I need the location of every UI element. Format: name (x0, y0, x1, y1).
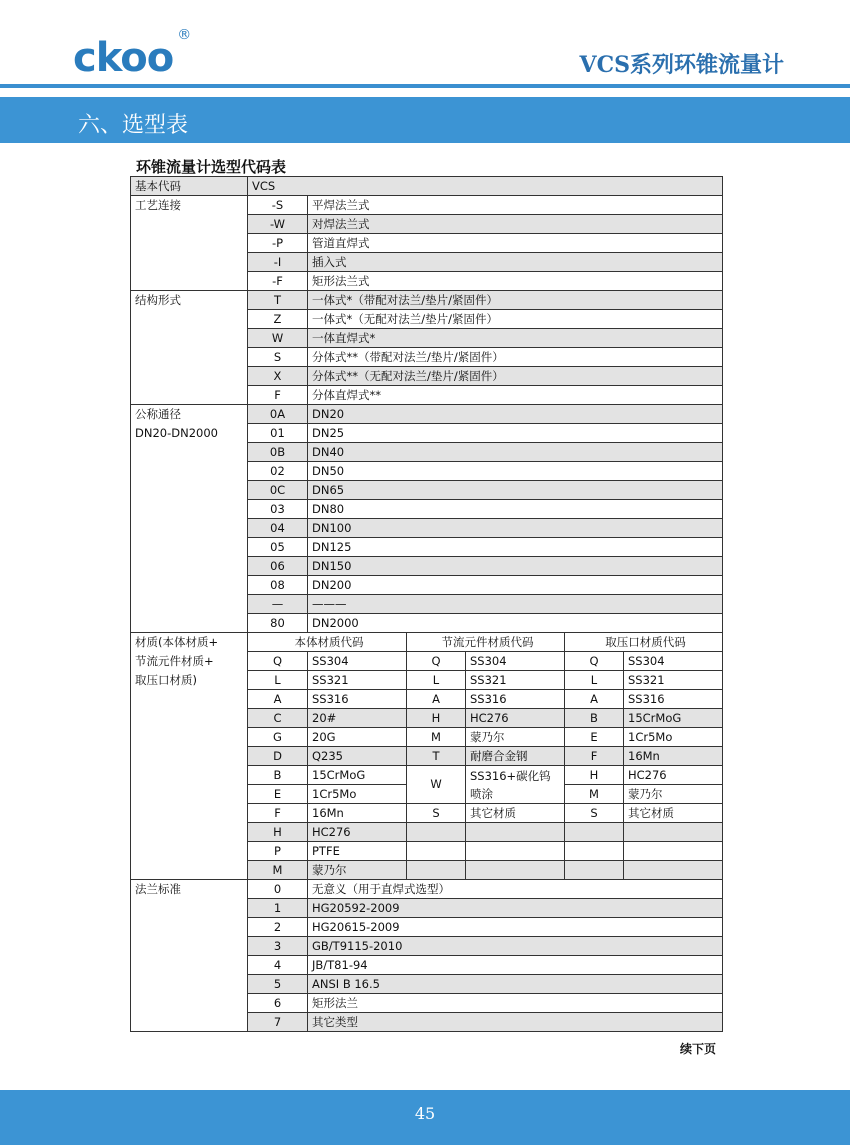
material-label (131, 633, 248, 880)
throttle-desc: SS304 (466, 652, 565, 671)
diameter-desc: DN150 (308, 557, 723, 576)
diameter-desc: DN50 (308, 462, 723, 481)
tap-code: F (565, 747, 624, 766)
tap-desc: SS316 (624, 690, 723, 709)
body-code: G (248, 728, 308, 747)
process-desc: 管道直焊式 (308, 234, 723, 253)
process-label: 工艺连接 (131, 196, 248, 291)
throttle-desc: SS321 (466, 671, 565, 690)
throttle-code: S (407, 804, 466, 823)
body-desc: SS316 (308, 690, 407, 709)
tap-desc: 其它材质 (624, 804, 723, 823)
body-code: B (248, 766, 308, 785)
table-title: 环锥流量计选型代码表 (136, 158, 287, 176)
material-label-line1: 材质(本体材质+ (135, 635, 219, 649)
diameter-label-line1: 公称通径 (135, 407, 181, 421)
table-row (131, 880, 723, 899)
tap-desc: SS321 (624, 671, 723, 690)
body-desc: 1Cr5Mo (308, 785, 407, 804)
table-row (131, 196, 723, 215)
throttle-code: A (407, 690, 466, 709)
flange-code: 1 (248, 899, 308, 918)
diameter-code: 0B (248, 443, 308, 462)
diameter-desc: DN200 (308, 576, 723, 595)
process-code: -W (248, 215, 308, 234)
body-code: Q (248, 652, 308, 671)
structure-desc: 分体直焊式** (308, 386, 723, 405)
body-desc: SS304 (308, 652, 407, 671)
diameter-desc: DN40 (308, 443, 723, 462)
flange-code: 3 (248, 937, 308, 956)
diameter-code: 01 (248, 424, 308, 443)
diameter-code: 02 (248, 462, 308, 481)
empty-cell (466, 823, 565, 842)
tap-code: Q (565, 652, 624, 671)
process-code: -I (248, 253, 308, 272)
diameter-desc: DN65 (308, 481, 723, 500)
process-code: -P (248, 234, 308, 253)
diameter-desc: DN2000 (308, 614, 723, 633)
diameter-code: 08 (248, 576, 308, 595)
throttle-desc-line1: SS316+碳化钨 (470, 768, 551, 783)
diameter-code: 80 (248, 614, 308, 633)
empty-cell (565, 842, 624, 861)
throttle-desc: 耐磨合金钢 (466, 747, 565, 766)
diameter-desc: DN25 (308, 424, 723, 443)
structure-code: Z (248, 310, 308, 329)
process-desc: 平焊法兰式 (308, 196, 723, 215)
tap-desc: 蒙乃尔 (624, 785, 723, 804)
structure-desc: 分体式**（无配对法兰/垫片/紧固件） (308, 367, 723, 386)
empty-cell (565, 823, 624, 842)
table-row (131, 633, 723, 652)
process-desc: 矩形法兰式 (308, 272, 723, 291)
structure-code: F (248, 386, 308, 405)
header-rule (0, 84, 850, 88)
throttle-desc: 其它材质 (466, 804, 565, 823)
product-title: VCS系列环锥流量计 (579, 52, 784, 78)
body-desc: HC276 (308, 823, 407, 842)
selection-table (130, 176, 723, 1032)
page-number: 45 (414, 1104, 436, 1123)
tap-code: S (565, 804, 624, 823)
throttle-desc (466, 766, 565, 804)
throttle-material-header: 节流元件材质代码 (407, 633, 565, 652)
empty-cell (407, 842, 466, 861)
body-desc: 20G (308, 728, 407, 747)
brand-logo (73, 26, 191, 81)
table-row (131, 405, 723, 424)
body-code: L (248, 671, 308, 690)
diameter-code: 0A (248, 405, 308, 424)
diameter-code: 06 (248, 557, 308, 576)
process-code: -S (248, 196, 308, 215)
table-row (131, 177, 723, 196)
body-desc: PTFE (308, 842, 407, 861)
structure-desc: 分体式**（带配对法兰/垫片/紧固件） (308, 348, 723, 367)
basic-label: 基本代码 (131, 177, 248, 196)
body-code: D (248, 747, 308, 766)
material-label-line2: 节流元件材质+ (135, 654, 214, 668)
flange-code: 7 (248, 1013, 308, 1032)
diameter-code: 0C (248, 481, 308, 500)
throttle-code: L (407, 671, 466, 690)
body-code: A (248, 690, 308, 709)
flange-code: 2 (248, 918, 308, 937)
body-desc: 20# (308, 709, 407, 728)
flange-desc: JB/T81-94 (308, 956, 723, 975)
throttle-desc-line2: 喷涂 (470, 786, 493, 801)
empty-cell (407, 861, 466, 880)
flange-desc: 无意义（用于直焊式选型） (308, 880, 723, 899)
throttle-desc: HC276 (466, 709, 565, 728)
continued-note: 续下页 (679, 1042, 716, 1056)
process-code: -F (248, 272, 308, 291)
body-material-header: 本体材质代码 (248, 633, 407, 652)
tap-desc: 15CrMoG (624, 709, 723, 728)
diameter-code: 05 (248, 538, 308, 557)
tap-desc: HC276 (624, 766, 723, 785)
flange-desc: 矩形法兰 (308, 994, 723, 1013)
throttle-code: W (407, 766, 466, 804)
structure-code: T (248, 291, 308, 310)
section-title: 六、选型表 (78, 113, 189, 138)
basic-code: VCS (248, 177, 723, 196)
body-code: M (248, 861, 308, 880)
tap-code: E (565, 728, 624, 747)
body-code: H (248, 823, 308, 842)
diameter-desc: DN20 (308, 405, 723, 424)
empty-cell (407, 823, 466, 842)
tap-code: M (565, 785, 624, 804)
flange-desc: HG20615-2009 (308, 918, 723, 937)
flange-desc: HG20592-2009 (308, 899, 723, 918)
flange-desc: 其它类型 (308, 1013, 723, 1032)
body-desc: SS321 (308, 671, 407, 690)
structure-desc: 一体式*（带配对法兰/垫片/紧固件） (308, 291, 723, 310)
process-desc: 插入式 (308, 253, 723, 272)
body-desc: 15CrMoG (308, 766, 407, 785)
diameter-label-line2: DN20-DN2000 (135, 426, 218, 440)
diameter-desc: DN80 (308, 500, 723, 519)
tap-desc: SS304 (624, 652, 723, 671)
body-desc: Q235 (308, 747, 407, 766)
tap-desc: 16Mn (624, 747, 723, 766)
empty-cell (466, 842, 565, 861)
flange-code: 4 (248, 956, 308, 975)
throttle-desc: SS316 (466, 690, 565, 709)
throttle-code: M (407, 728, 466, 747)
body-code: C (248, 709, 308, 728)
empty-cell (565, 861, 624, 880)
brand-name: ckoo (73, 35, 174, 81)
diameter-desc: ——— (308, 595, 723, 614)
flange-desc: ANSI B 16.5 (308, 975, 723, 994)
material-label-line3: 取压口材质) (135, 673, 197, 687)
tap-code: A (565, 690, 624, 709)
flange-code: 6 (248, 994, 308, 1013)
throttle-code: Q (407, 652, 466, 671)
empty-cell (624, 823, 723, 842)
diameter-desc: DN125 (308, 538, 723, 557)
body-code: P (248, 842, 308, 861)
diameter-code: — (248, 595, 308, 614)
diameter-label (131, 405, 248, 633)
process-desc: 对焊法兰式 (308, 215, 723, 234)
structure-code: X (248, 367, 308, 386)
flange-desc: GB/T9115-2010 (308, 937, 723, 956)
structure-desc: 一体直焊式* (308, 329, 723, 348)
tap-code: B (565, 709, 624, 728)
throttle-code: T (407, 747, 466, 766)
empty-cell (624, 861, 723, 880)
flange-label: 法兰标准 (131, 880, 248, 1032)
diameter-code: 04 (248, 519, 308, 538)
body-code: F (248, 804, 308, 823)
throttle-desc: 蒙乃尔 (466, 728, 565, 747)
flange-code: 0 (248, 880, 308, 899)
body-desc: 蒙乃尔 (308, 861, 407, 880)
structure-code: S (248, 348, 308, 367)
diameter-desc: DN100 (308, 519, 723, 538)
empty-cell (624, 842, 723, 861)
throttle-code: H (407, 709, 466, 728)
tap-desc: 1Cr5Mo (624, 728, 723, 747)
table-row (131, 291, 723, 310)
structure-code: W (248, 329, 308, 348)
tap-material-header: 取压口材质代码 (565, 633, 723, 652)
empty-cell (466, 861, 565, 880)
body-desc: 16Mn (308, 804, 407, 823)
tap-code: L (565, 671, 624, 690)
structure-label: 结构形式 (131, 291, 248, 405)
structure-desc: 一体式*（无配对法兰/垫片/紧固件） (308, 310, 723, 329)
diameter-code: 03 (248, 500, 308, 519)
flange-code: 5 (248, 975, 308, 994)
body-code: E (248, 785, 308, 804)
tap-code: H (565, 766, 624, 785)
registered-mark: ® (177, 26, 191, 43)
